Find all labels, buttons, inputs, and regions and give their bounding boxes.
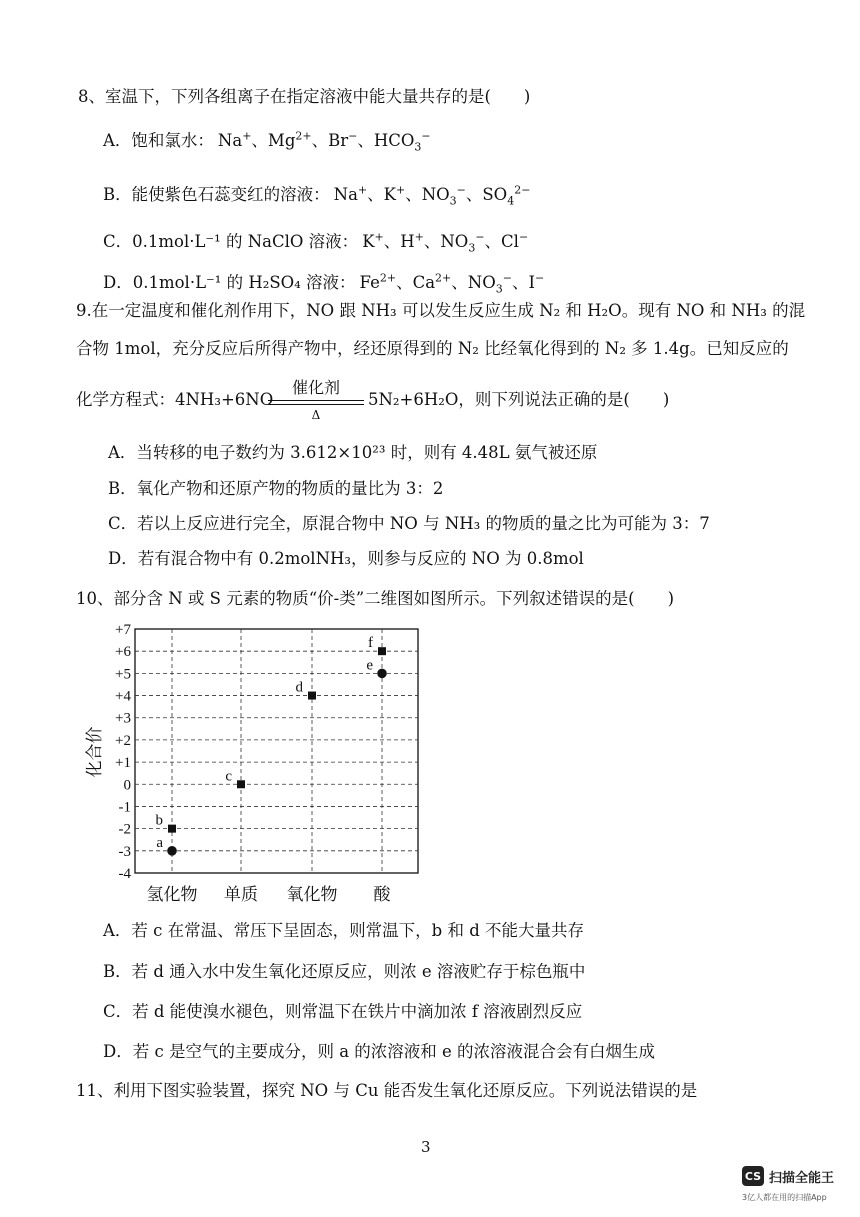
- ion-formula: H+、: [400, 230, 441, 251]
- reaction-condition-arrow: [268, 375, 364, 425]
- ion-formula: Br−、: [328, 129, 374, 150]
- ion-formula: K+、: [362, 230, 401, 251]
- y-tick-label: +6: [115, 644, 131, 661]
- q10-stem: 10、部分含 N 或 S 元素的物质“价-类”二维图如图所示。下列叙述错误的是( ): [76, 589, 675, 608]
- y-tick-label: -3: [118, 843, 131, 860]
- q11-stem: 11、利用下图实验装置，探究 NO 与 Cu 能否发生氧化还原反应。下列说法错误的是: [76, 1081, 698, 1100]
- point-label-e: e: [366, 657, 373, 674]
- catalyst-label: 催化剂: [291, 378, 340, 397]
- option-label: D．0.1mol·L⁻¹ 的 H₂SO₄ 溶液：: [103, 273, 356, 292]
- q8-option-a: [103, 130, 431, 152]
- ion-formula: Na+、: [333, 183, 384, 204]
- q10-option-a: A．若 c 在常温、常压下呈固态，则常温下，b 和 d 不能大量共存: [103, 921, 585, 940]
- x-category-label: 单质: [224, 885, 258, 905]
- point-b: [168, 825, 176, 833]
- option-label: C．0.1mol·L⁻¹ 的 NaClO 溶液：: [103, 232, 359, 251]
- point-label-d: d: [295, 679, 303, 696]
- q9-option-b: B．氧化产物和还原产物的物质的量比为 3：2: [108, 479, 444, 498]
- camscanner-tagline: 3亿人都在用的扫描App: [742, 1193, 827, 1202]
- q8-option-c: [103, 231, 528, 253]
- ion-formula: $NO_3^-$、: [467, 271, 529, 296]
- q10-option-c: C．若 d 能使溴水褪色，则常温下在铁片中滴加浓 f 溶液剧烈反应: [103, 1002, 583, 1021]
- ion-formula: $Mg^{2+}$、: [267, 129, 329, 150]
- q9-option-d: D．若有混合物中有 0.2molNH₃，则参与反应的 NO 为 0.8mol: [108, 549, 584, 568]
- y-axis-label: 化合价: [85, 726, 105, 778]
- ion-formula: $HCO_3^-$: [373, 129, 431, 154]
- x-category-label: 氧化物: [286, 885, 338, 905]
- valence-class-chart: [70, 615, 430, 915]
- point-e: [377, 669, 387, 679]
- ion-formula: K+、: [383, 183, 422, 204]
- option-label: A．饱和氯水：: [103, 131, 214, 150]
- y-tick-label: +1: [115, 755, 131, 772]
- y-tick-label: -1: [118, 799, 131, 816]
- ion-formula: Na+、: [217, 129, 268, 150]
- point-label-f: f: [368, 635, 373, 652]
- q10-option-b: B．若 d 通入水中发生氧化还原反应，则浓 e 溶液贮存于棕色瓶中: [103, 962, 586, 981]
- ion-formula: $Fe^{2+}$、: [359, 271, 413, 292]
- point-c: [237, 780, 245, 788]
- y-tick-label: -4: [118, 866, 131, 882]
- point-label-a: a: [156, 834, 163, 851]
- y-tick-label: +5: [115, 666, 131, 683]
- q9-eq-prefix: 化学方程式：4NH₃+6NO: [76, 390, 274, 409]
- ion-formula: $NO_3^-$、: [421, 183, 483, 208]
- camscanner-watermark: [742, 1166, 834, 1186]
- q9-line1: 9.在一定温度和催化剂作用下，NO 跟 NH₃ 可以发生反应生成 N₂ 和 H₂O。现有 NO 和 NH₃ 的混: [76, 301, 806, 320]
- heat-label: Δ: [311, 408, 321, 422]
- y-tick-label: +4: [115, 688, 131, 705]
- q8-option-d: [103, 272, 544, 294]
- ion-formula: $Ca^{2+}$、: [412, 271, 468, 292]
- camscanner-name: 扫描全能王: [769, 1170, 835, 1186]
- q8-stem: 8、室温下，下列各组离子在指定溶液中能大量共存的是( ): [78, 87, 531, 106]
- ion-formula: $NO_3^-$、: [440, 230, 502, 255]
- point-f: [378, 647, 386, 655]
- plot-frame: [135, 629, 418, 873]
- ion-formula: I−: [528, 271, 545, 292]
- point-label-b: b: [155, 812, 163, 829]
- q9-option-c: C．若以上反应进行完全，原混合物中 NO 与 NH₃ 的物质的量之比为可能为 3：7: [108, 514, 710, 533]
- y-tick-label: +2: [115, 732, 131, 749]
- y-tick-label: -2: [118, 821, 131, 838]
- point-label-c: c: [225, 768, 232, 785]
- q9-option-a: A．当转移的电子数约为 3.612×10²³ 时，则有 4.48L 氨气被还原: [108, 443, 598, 462]
- point-d: [308, 692, 316, 700]
- q9-line2: 合物 1mol，充分反应后所得产物中，经还原得到的 N₂ 比经氧化得到的 N₂ 多 1.4g。已知反应的: [76, 339, 789, 358]
- camscanner-logo-icon: CS: [742, 1166, 764, 1186]
- option-label: B．能使紫色石蕊变红的溶液：: [103, 185, 330, 204]
- q9-eq-suffix: 5N₂+6H₂O，则下列说法正确的是( ): [368, 390, 670, 409]
- equation-bar: [268, 400, 364, 401]
- y-tick-label: 0: [123, 777, 131, 794]
- y-tick-label: +3: [115, 710, 131, 727]
- equation-bar: [268, 404, 364, 405]
- page-number: 3: [421, 1138, 431, 1156]
- ion-formula: $SO_4^{2-}$: [482, 183, 531, 208]
- x-category-label: 氢化物: [146, 885, 198, 905]
- ion-formula: Cl−: [501, 230, 529, 251]
- q10-option-d: D．若 c 是空气的主要成分，则 a 的浓溶液和 e 的浓溶液混合会有白烟生成: [103, 1042, 656, 1061]
- point-a: [167, 846, 177, 856]
- x-category-label: 酸: [373, 885, 391, 905]
- q8-option-b: [103, 184, 530, 206]
- y-tick-label: +7: [115, 622, 131, 638]
